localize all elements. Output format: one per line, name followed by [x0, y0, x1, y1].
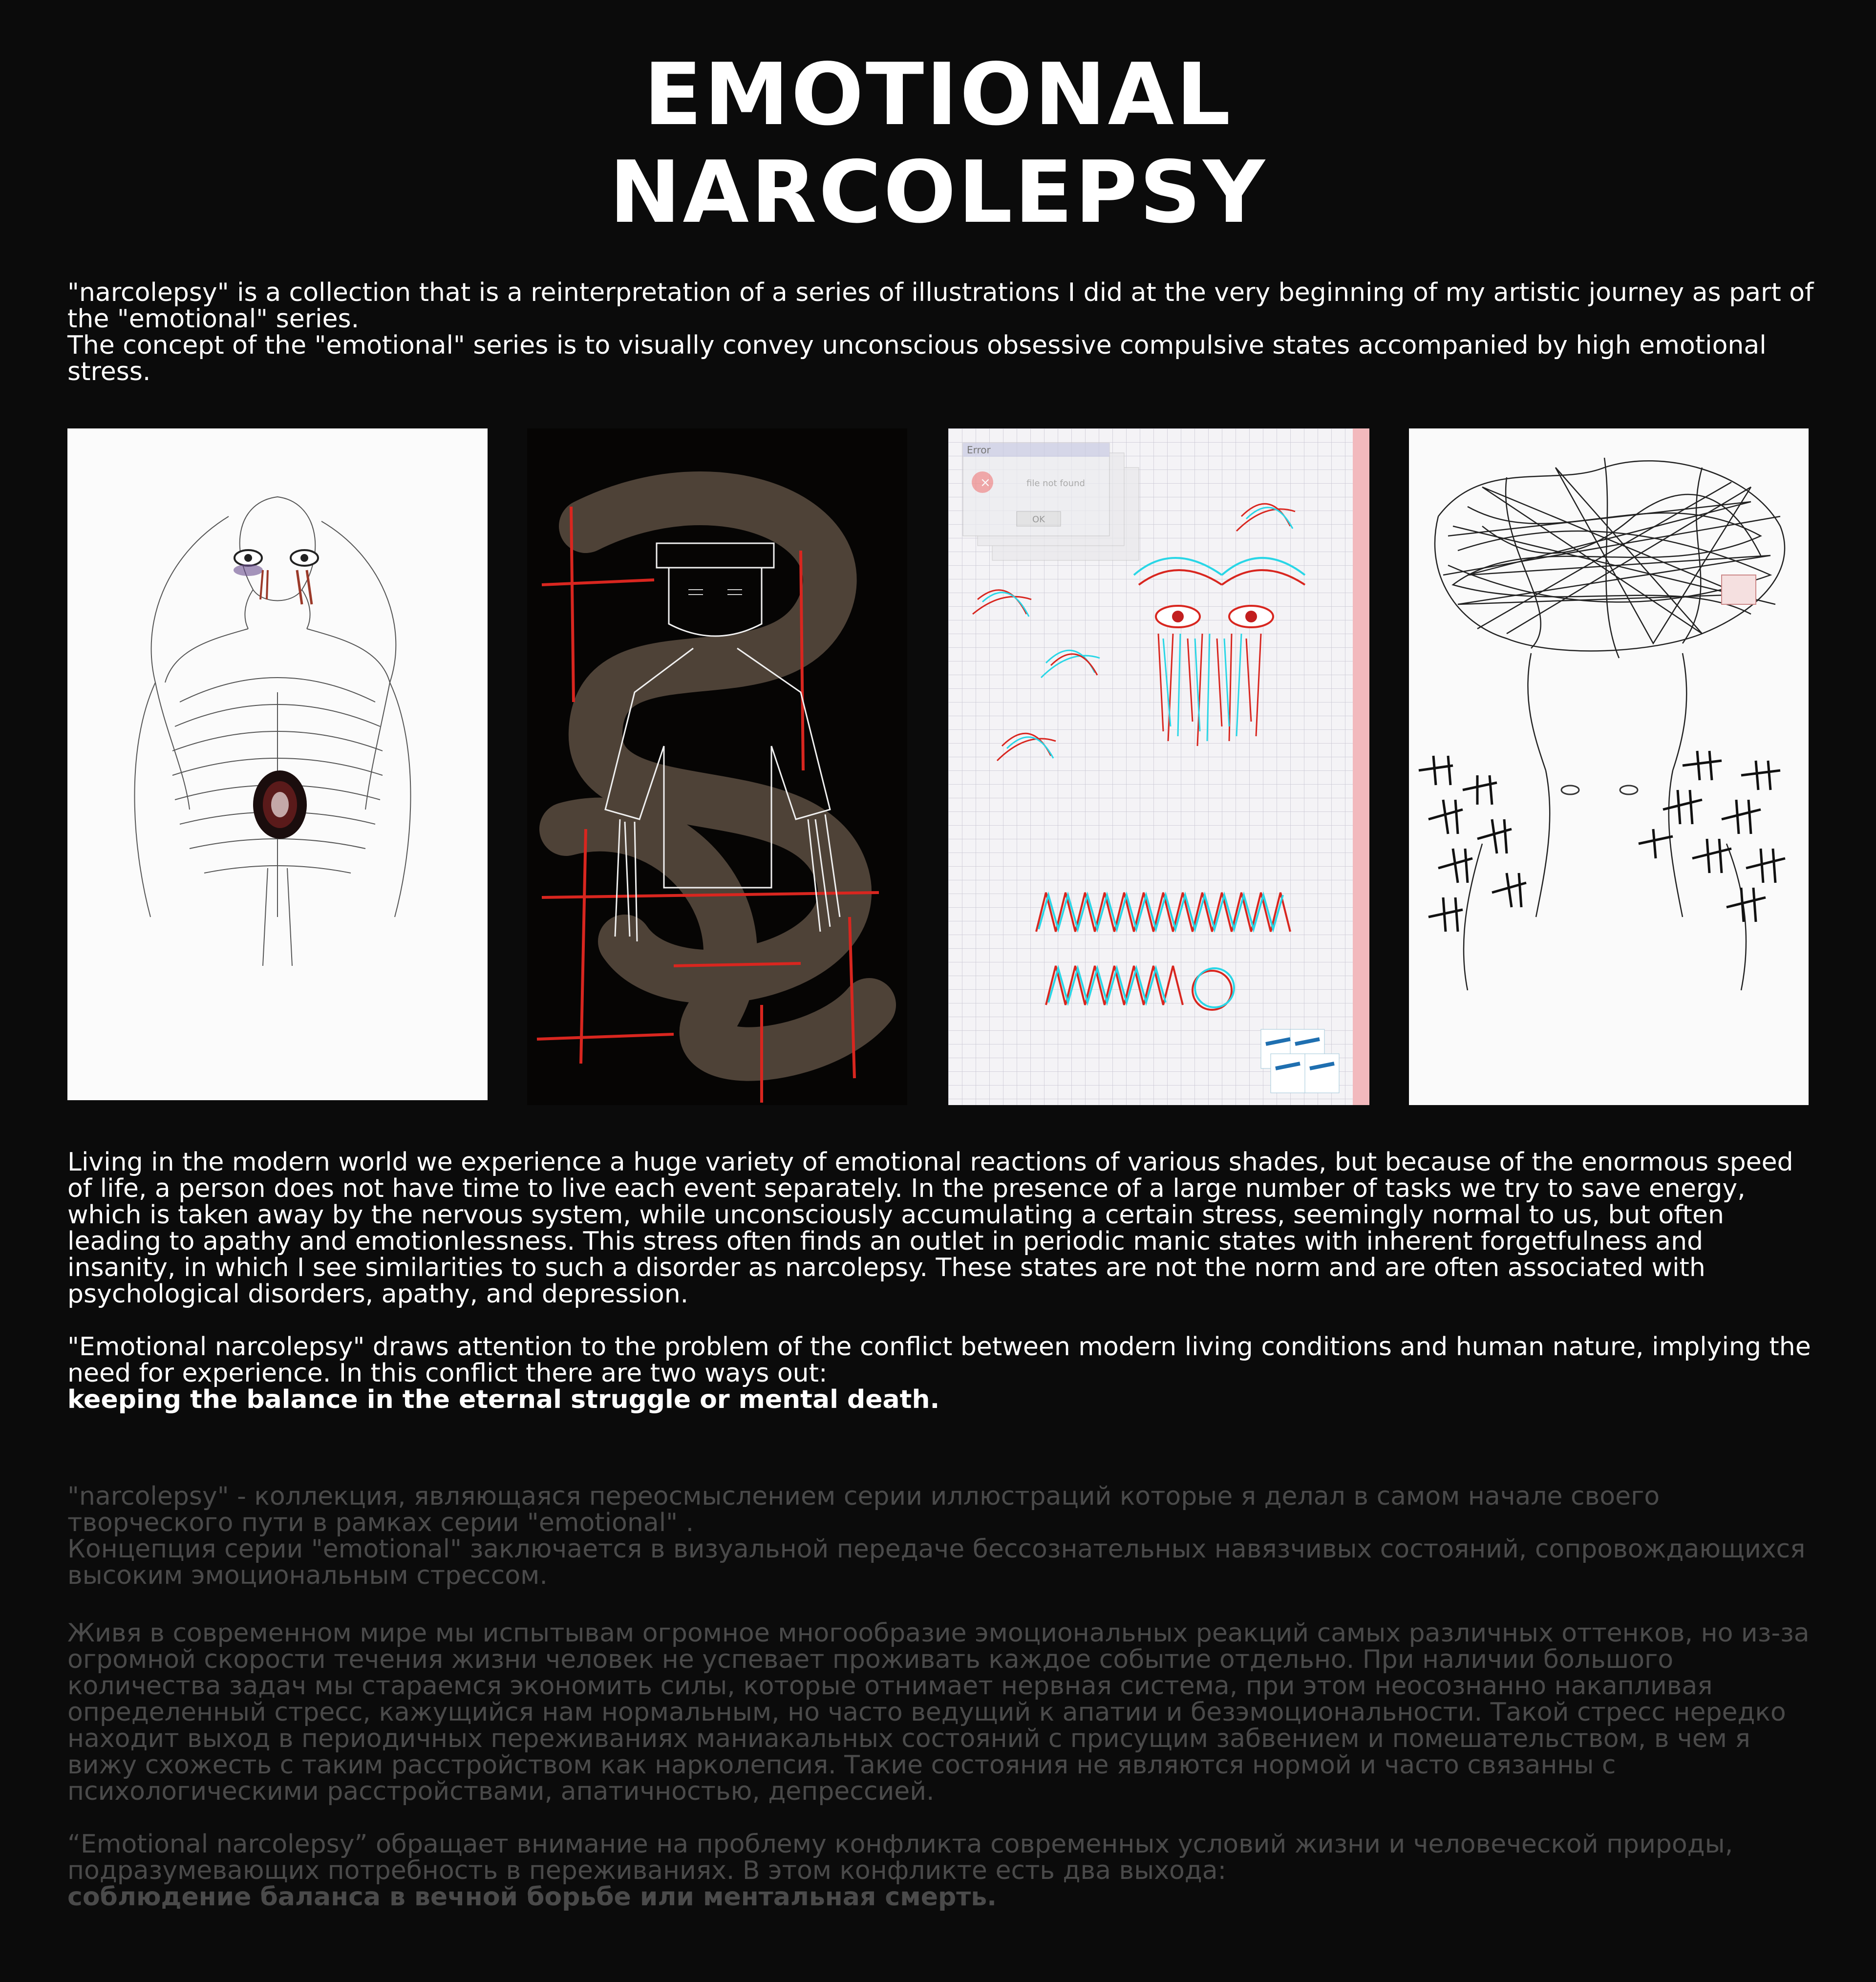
error-title: Error: [967, 444, 991, 456]
dark-figure-drawing: [527, 428, 907, 1105]
intro-russian: [67, 1483, 1816, 1589]
page-title: [0, 46, 1876, 242]
body-russian: [67, 1620, 1816, 1910]
title-line-1: EMOTIONAL: [643, 45, 1233, 145]
intro-english: [67, 279, 1816, 385]
body-ru-paragraph-2: “Emotional narcolepsy” обращает внимание на проблему конфликта современных условий жизни и человеческой природы, подразумевающих потребность в переживаниях. В этом конфликте есть два выхода:: [67, 1830, 1733, 1885]
body-en-paragraph-2: "Emotional narcolepsy" draws attention to the problem of the conflict between modern living conditions and human nature, implying the need for experience. In this conflict there are two ways out:: [67, 1332, 1811, 1388]
artwork-dark-figure: [527, 428, 907, 1105]
error-ok-button: OK: [1032, 514, 1045, 525]
body-en-spacer: [67, 1307, 1816, 1334]
scribble-head-drawing: [1409, 428, 1809, 1105]
intro-ru-paragraph-1: "narcolepsy" - коллекция, являющаяся переосмыслением серии иллюстраций которые я делал в самом начале своего творческого пути в рамках серии "emotional" .: [67, 1482, 1660, 1537]
body-english: [67, 1149, 1816, 1413]
body-ru-spacer: [67, 1805, 1816, 1831]
svg-text:×: ×: [980, 475, 991, 490]
body-en-conclusion: keeping the balance in the eternal struggle or mental death.: [67, 1385, 940, 1414]
intro-ru-paragraph-2: Концепция серии "emotional" заключается в визуальной передаче бессознательных навязчивых состояний, сопровождающихся высоким эмоциональным стрессом.: [67, 1534, 1806, 1590]
body-en-paragraph-1: Living in the modern world we experience a huge variety of emotional reactions of various shades, but because of the enormous speed of life, a person does not have time to live each event separately. In the presence of a large number of tasks we try to save energy, which is taken away by the nervous system, while unconsciously accumulating a certain stress, seemingly normal to us, but often leading to apathy and emotionlessness. This stress often finds an outlet in periodic manic states with inherent forgetfulness and insanity, in which I see similarities to such a disorder as narcolepsy. These states are not the norm and are often associated with psychological disorders, apathy, and depression.: [67, 1148, 1793, 1309]
intro-en-paragraph-2: The concept of the "emotional" series is to visually convey unconscious obsessive compulsive states accompanied by high emotional stress.: [67, 331, 1767, 386]
error-message: file not found: [1026, 478, 1085, 489]
intro-en-paragraph-1: "narcolepsy" is a collection that is a reinterpretation of a series of illustrations I did at the very beginning of my artistic journey as part of the "emotional" series.: [67, 278, 1814, 334]
title-line-2: NARCOLEPSY: [609, 143, 1267, 242]
artwork-grid-paper: [948, 428, 1369, 1105]
artwork-ribcage: [67, 428, 488, 1100]
grid-paper-drawing: [948, 428, 1369, 1105]
ribcage-drawing: [67, 428, 488, 1100]
artwork-scribble-head: [1409, 428, 1809, 1105]
body-ru-conclusion: соблюдение баланса в вечной борьбе или ментальная смерть.: [67, 1882, 997, 1912]
body-ru-paragraph-1: Живя в современном мире мы испытывам огромное многообразие эмоциональных реакций самых различных оттенков, но из-за огромной скорости течения жизни человек не успевает проживать каждое событие отдельно. При наличии большого количества задач мы стараемся экономить силы, которые отнимает нервная система, при этом неосознанно накапливая определенный стресс, кажущийся нам нормальным, но часто ведущий к апатии и безэмоциональности. Такой стресс нередко находит выход в периодичных переживаниях маниакальных состояний с присущим забвением и помешательством, в чем я вижу схожесть с таким расстройством как нарколепсия. Такие состояния не являются нормой и часто связанны с психологическими расстройствами, апатичностью, депрессией.: [67, 1619, 1810, 1806]
